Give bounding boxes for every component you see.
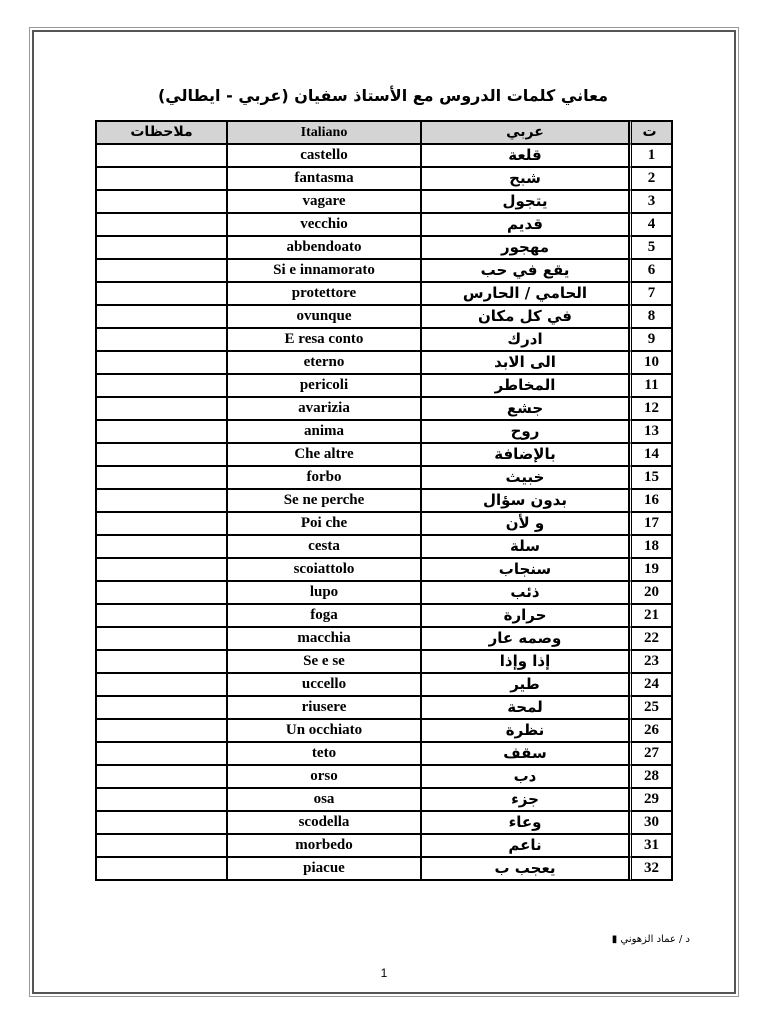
arabic-cell: الى الابد [421,351,629,374]
notes-cell [96,351,227,374]
notes-cell [96,259,227,282]
number-cell: 27 [629,742,672,765]
table-row [96,558,672,581]
italian-cell: teto [227,742,421,765]
header-number: ت [629,121,672,144]
number-cell: 9 [629,328,672,351]
number-cell: 24 [629,673,672,696]
notes-cell [96,213,227,236]
number-cell: 23 [629,650,672,673]
notes-cell [96,604,227,627]
italian-cell: Poi che [227,512,421,535]
author-name: د / عماد الزهوني [620,934,690,945]
notes-cell [96,420,227,443]
italian-cell: Si e innamorato [227,259,421,282]
arabic-cell: يقع في حب [421,259,629,282]
notes-cell [96,466,227,489]
table-row [96,236,672,259]
arabic-cell: جشع [421,397,629,420]
arabic-cell: لمحة [421,696,629,719]
number-cell: 21 [629,604,672,627]
arabic-cell: بدون سؤال [421,489,629,512]
notes-cell [96,190,227,213]
italian-cell: scoiattolo [227,558,421,581]
number-cell: 19 [629,558,672,581]
number-cell: 8 [629,305,672,328]
arabic-cell: دب [421,765,629,788]
author-footer [520,934,690,945]
italian-cell: fantasma [227,167,421,190]
arabic-cell: طير [421,673,629,696]
table-row [96,443,672,466]
number-cell: 7 [629,282,672,305]
italian-cell: morbedo [227,834,421,857]
arabic-cell: المخاطر [421,374,629,397]
italian-cell: Se ne perche [227,489,421,512]
arabic-cell: خبيث [421,466,629,489]
arabic-cell: قديم [421,213,629,236]
italian-cell: anima [227,420,421,443]
table-row [96,788,672,811]
arabic-cell: روح [421,420,629,443]
arabic-cell: وعاء [421,811,629,834]
italian-cell: eterno [227,351,421,374]
notes-cell [96,535,227,558]
italian-cell: cesta [227,535,421,558]
table-row [96,167,672,190]
notes-cell [96,742,227,765]
table-row [96,673,672,696]
italian-cell: macchia [227,627,421,650]
number-cell: 17 [629,512,672,535]
italian-cell: E resa conto [227,328,421,351]
number-cell: 12 [629,397,672,420]
italian-cell: Se e se [227,650,421,673]
notes-cell [96,650,227,673]
table-row [96,397,672,420]
table-row [96,213,672,236]
number-cell: 10 [629,351,672,374]
arabic-cell: حرارة [421,604,629,627]
arabic-cell: قلعة [421,144,629,167]
arabic-cell: مهجور [421,236,629,259]
notes-cell [96,305,227,328]
arabic-cell: جزء [421,788,629,811]
notes-cell [96,719,227,742]
arabic-cell: و لأن [421,512,629,535]
notes-cell [96,857,227,880]
arabic-cell: يعجب ب [421,857,629,880]
arabic-cell: في كل مكان [421,305,629,328]
notes-cell [96,765,227,788]
table-row [96,627,672,650]
notes-cell [96,443,227,466]
notes-cell [96,489,227,512]
arabic-cell: سلة [421,535,629,558]
italian-cell: Un occhiato [227,719,421,742]
italian-cell: protettore [227,282,421,305]
header-italian: Italiano [227,121,421,144]
number-cell: 6 [629,259,672,282]
table-row [96,811,672,834]
computer-icon: ▮ [611,934,618,945]
number-cell: 13 [629,420,672,443]
notes-cell [96,328,227,351]
italian-cell: lupo [227,581,421,604]
number-cell: 16 [629,489,672,512]
table-row [96,259,672,282]
number-cell: 22 [629,627,672,650]
table-row [96,420,672,443]
italian-cell: ovunque [227,305,421,328]
table-row [96,489,672,512]
italian-cell: piacue [227,857,421,880]
arabic-cell: إذا وإذا [421,650,629,673]
italian-cell: pericoli [227,374,421,397]
table-row [96,696,672,719]
notes-cell [96,581,227,604]
italian-cell: forbo [227,466,421,489]
notes-cell [96,236,227,259]
table-row [96,604,672,627]
number-cell: 3 [629,190,672,213]
vocabulary-table [95,120,673,881]
table-row [96,466,672,489]
number-cell: 20 [629,581,672,604]
notes-cell [96,167,227,190]
header-arabic: عربي [421,121,629,144]
arabic-cell: سنجاب [421,558,629,581]
table-row [96,834,672,857]
italian-cell: vagare [227,190,421,213]
notes-cell [96,558,227,581]
table-row [96,305,672,328]
header-row [96,121,672,144]
number-cell: 30 [629,811,672,834]
table-row [96,351,672,374]
notes-cell [96,282,227,305]
page-number: 1 [380,966,388,980]
number-cell: 15 [629,466,672,489]
table-row [96,742,672,765]
number-cell: 28 [629,765,672,788]
header-notes: ملاحظات [96,121,227,144]
table-row [96,719,672,742]
number-cell: 18 [629,535,672,558]
number-cell: 5 [629,236,672,259]
arabic-cell: وصمه عار [421,627,629,650]
notes-cell [96,788,227,811]
italian-cell: abbendoato [227,236,421,259]
arabic-cell: نظرة [421,719,629,742]
italian-cell: osa [227,788,421,811]
notes-cell [96,696,227,719]
italian-cell: scodella [227,811,421,834]
arabic-cell: بالإضافة [421,443,629,466]
italian-cell: castello [227,144,421,167]
arabic-cell: ناعم [421,834,629,857]
table-row [96,535,672,558]
table-row [96,190,672,213]
arabic-cell: سقف [421,742,629,765]
italian-cell: foga [227,604,421,627]
italian-cell: avarizia [227,397,421,420]
italian-cell: uccello [227,673,421,696]
notes-cell [96,811,227,834]
table-row [96,282,672,305]
notes-cell [96,512,227,535]
arabic-cell: شبح [421,167,629,190]
number-cell: 1 [629,144,672,167]
table-row [96,512,672,535]
notes-cell [96,834,227,857]
number-cell: 4 [629,213,672,236]
number-cell: 2 [629,167,672,190]
arabic-cell: ذئب [421,581,629,604]
number-cell: 25 [629,696,672,719]
arabic-cell: ادرك [421,328,629,351]
table-body [96,144,672,880]
italian-cell: vecchio [227,213,421,236]
number-cell: 14 [629,443,672,466]
notes-cell [96,144,227,167]
number-cell: 32 [629,857,672,880]
notes-cell [96,374,227,397]
number-cell: 29 [629,788,672,811]
page-title: معاني كلمات الدروس مع الأستاذ سفيان (عربي - ايطالي) [157,86,609,105]
italian-cell: riusere [227,696,421,719]
table-row [96,765,672,788]
table-row [96,581,672,604]
table-row [96,374,672,397]
table-row [96,144,672,167]
notes-cell [96,673,227,696]
number-cell: 31 [629,834,672,857]
number-cell: 11 [629,374,672,397]
table-row [96,650,672,673]
notes-cell [96,397,227,420]
table-row [96,857,672,880]
italian-cell: Che altre [227,443,421,466]
arabic-cell: يتجول [421,190,629,213]
notes-cell [96,627,227,650]
table-row [96,328,672,351]
italian-cell: orso [227,765,421,788]
arabic-cell: الحامي / الحارس [421,282,629,305]
number-cell: 26 [629,719,672,742]
